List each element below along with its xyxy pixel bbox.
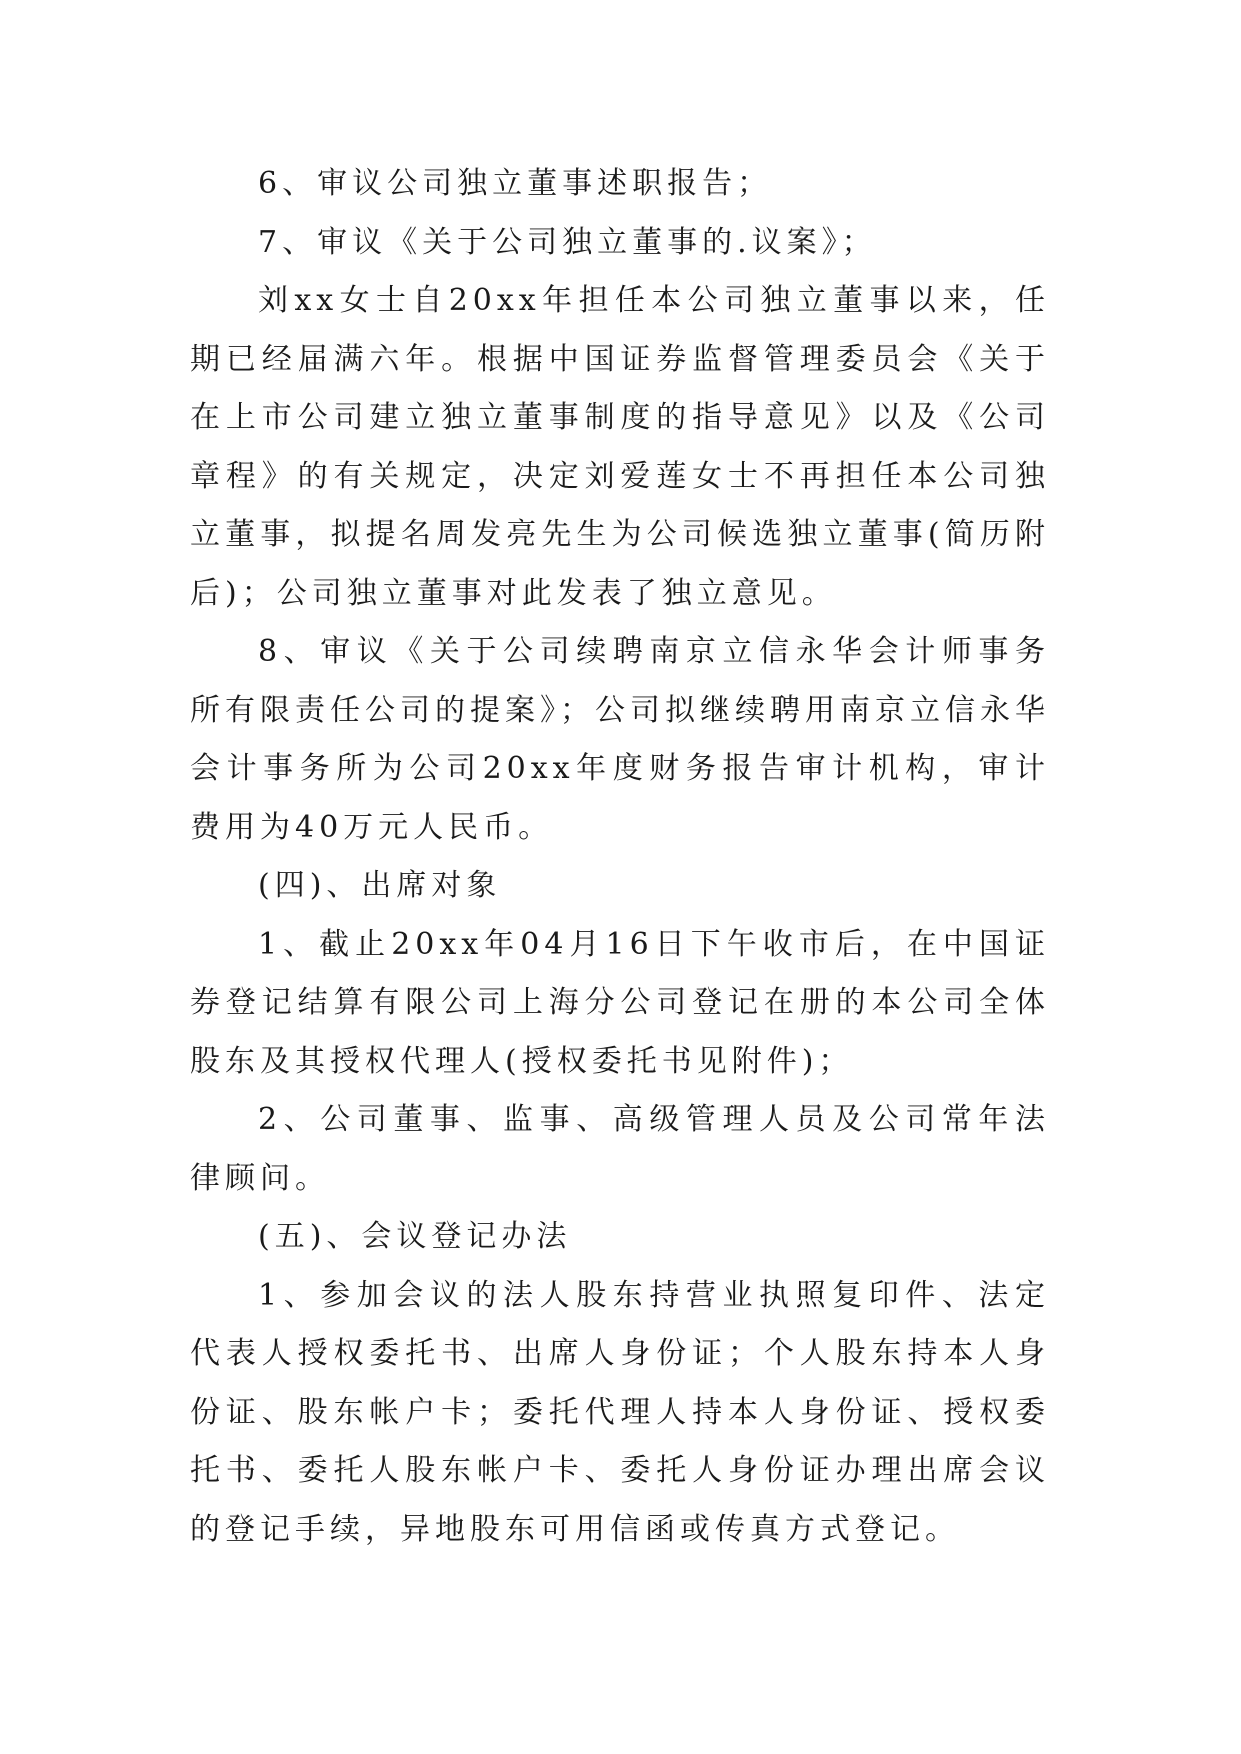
document-body: [190, 155, 1050, 1559]
item-6-review-report: 6、审议公司独立董事述职报告；: [258, 166, 773, 201]
attendee-item-1: 1、截止20xx年04月16日下午收市后，在中国证券登记结算有限公司上海分公司登记在册的本公司全体股东及其授权代理人(授权委托书见附件)；: [190, 926, 1050, 1079]
section-4-heading: (四)、出席对象: [258, 868, 502, 903]
director-change-paragraph: 刘xx女士自20xx年担任本公司独立董事以来，任期已经届满六年。根据中国证券监督管理委员会《关于在上市公司建立独立董事制度的指导意见》以及《公司章程》的有关规定，决定刘爱莲女士不再担任本公司独立董事，拟提名周发亮先生为公司候选独立董事(简历附后)；公司独立董事对此发表了独立意见。: [190, 283, 1050, 611]
item-8-auditor-motion: 8、审议《关于公司续聘南京立信永华会计师事务所有限责任公司的提案》；公司拟继续聘用南京立信永华会计事务所为公司20xx年度财务报告审计机构，审计费用为40万元人民币。: [190, 634, 1050, 845]
section-5-heading: (五)、会议登记办法: [258, 1219, 572, 1254]
item-7-review-motion: 7、审议《关于公司独立董事的.议案》；: [258, 224, 877, 260]
registration-item-1: 1、参加会议的法人股东持营业执照复印件、法定代表人授权委托书、出席人身份证；个人股东持本人身份证、股东帐户卡；委托代理人持本人身份证、授权委托书、委托人股东帐户卡、委托人身份证办理出席会议的登记手续，异地股东可用信函或传真方式登记。: [190, 1277, 1050, 1547]
attendee-item-2: 2、公司董事、监事、高级管理人员及公司常年法律顾问。: [190, 1102, 1050, 1196]
